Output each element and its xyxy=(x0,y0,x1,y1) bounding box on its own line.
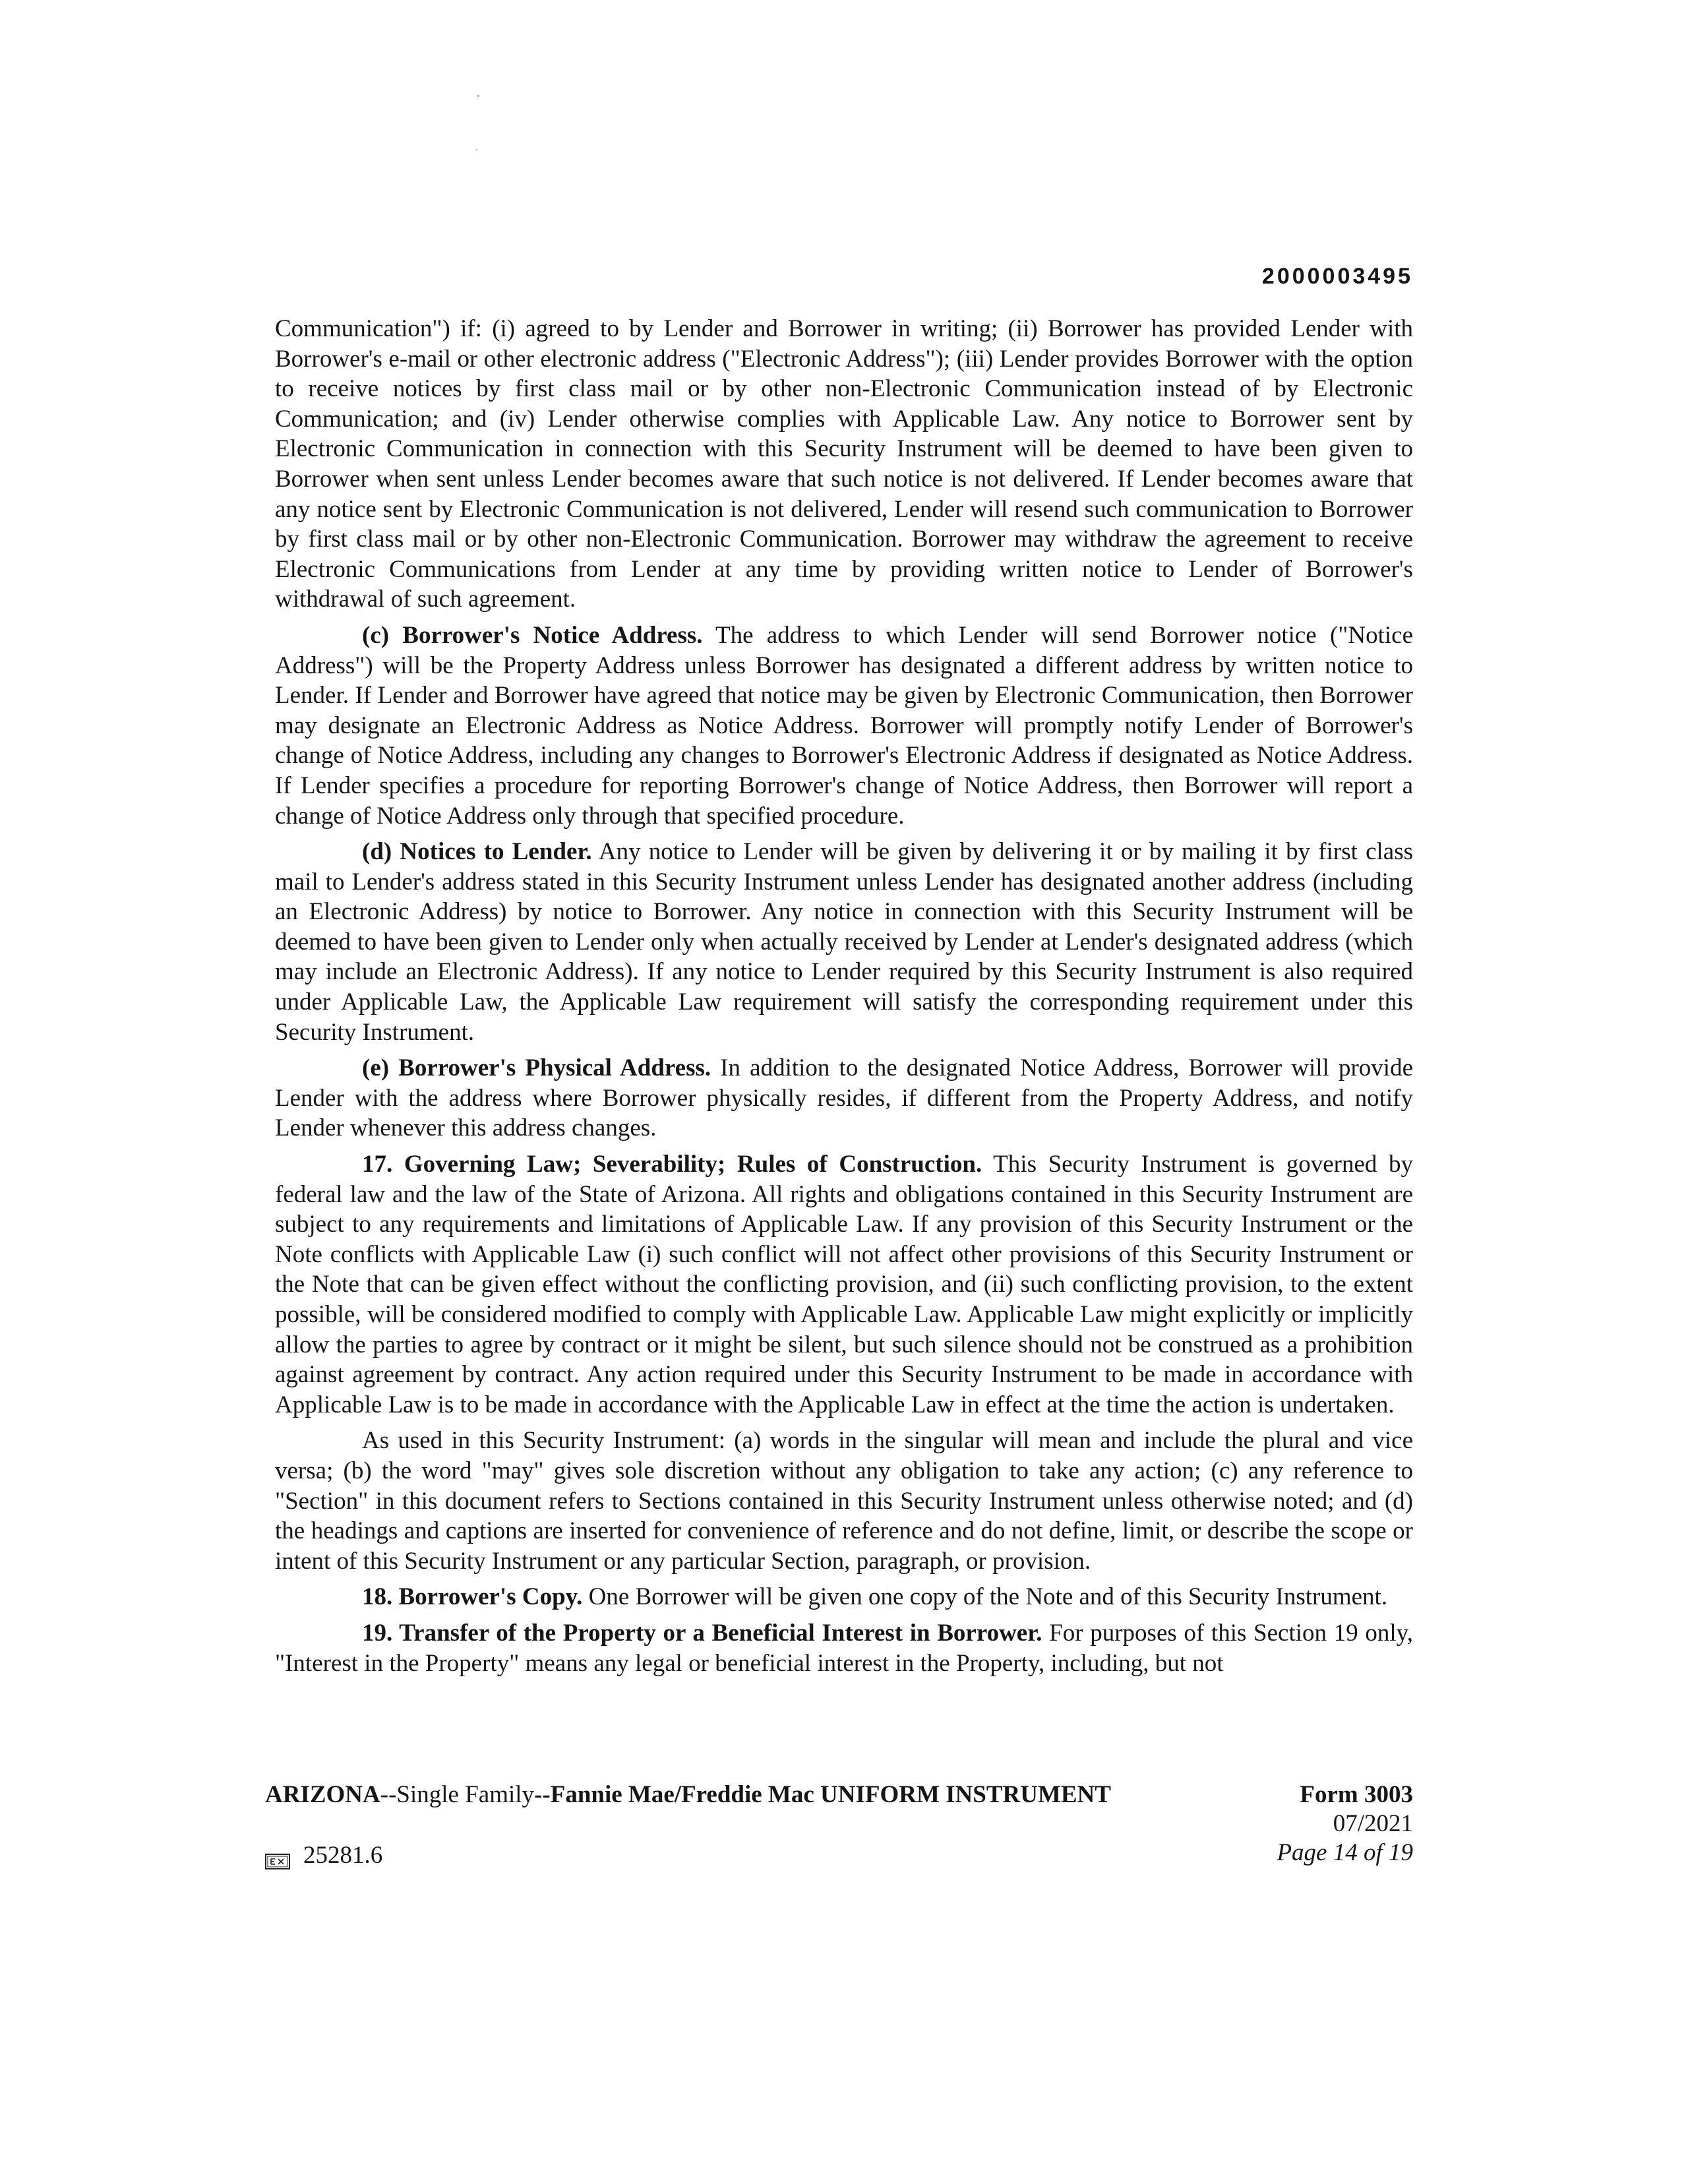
section-16d-heading: (d) Notices to Lender. xyxy=(362,838,592,866)
section-16e-heading: (e) Borrower's Physical Address. xyxy=(362,1054,711,1082)
document-body xyxy=(275,314,1413,1684)
section-19-text: For purposes of this Section 19 only, "Interest in the Property" means any legal or beneficial interest in the Property, including, but not xyxy=(275,1619,1413,1677)
construction-paragraph: As used in this Security Instrument: (a) words in the singular will mean and include the plural and vice versa; (b) the word "may" gives sole discretion without any obligation to take any action; (c) any reference to "Section" in this document refers to Sections contained in this Security Instrument unless otherwise noted; and (d) the headings and captions are inserted for convenience of reference and do not define, limit, or describe the scope or intent of this Security Instrument or any particular Section, paragraph, or provision. xyxy=(275,1427,1413,1575)
section-16c-heading: (c) Borrower's Notice Address. xyxy=(362,621,703,649)
footer-family: Single Family xyxy=(396,1781,535,1808)
scan-speck xyxy=(477,95,479,97)
section-16e-text: In addition to the designated Notice Address, Borrower will provide Lender with the address where Borrower physically resides, if different from the Property Address, and notify Lender whenever this address changes. xyxy=(275,1054,1413,1142)
footer-form-number: Form 3003 xyxy=(1300,1781,1413,1808)
section-17-text: This Security Instrument is governed by federal law and the law of the State of Arizona. All rights and obligations contained in this Security Instrument are subject to any requirements and limitations of Applicable Law. If any provision of this Security Instrument or the Note conflicts with Applicable Law (i) such conflict will not affect other provisions of this Security Instrument or the Note that can be given effect without the conflicting provision, and (ii) such conflicting provision, to the extent possible, will be considered modified to comply with Applicable Law. Applicable Law might explicitly or implicitly allow the parties to agree by contract or it might be silent, but such silence should not be construed as a prohibition against agreement by contract. Any action required under this Security Instrument to be made in accordance with Applicable Law is to be made in accordance with the Applicable Law in effect at the time the action is undertaken. xyxy=(275,1151,1413,1418)
footer-form-title xyxy=(265,1780,1111,1809)
section-17-heading: 17. Governing Law; Severability; Rules of Construction. xyxy=(362,1151,982,1178)
section-16d-text: Any notice to Lender will be given by delivering it or by mailing it by first class mail to Lender's address stated in this Security Instrument unless Lender has designated another address (including an Electronic Address) by notice to Borrower. Any notice in connection with this Security Instrument will be deemed to have been given to Lender only when actually received by Lender at Lender's designated address (which may include an Electronic Address). If any notice to Lender required by this Security Instrument is also required under Applicable Law, the Applicable Law requirement will satisfy the corresponding requirement under this Security Instrument. xyxy=(275,838,1414,1046)
section-16c-text: The address to which Lender will send Borrower notice ("Notice Address") will be the Property Address unless Borrower has designated a different address by written notice to Lender. If Lender and Borrower have agreed that notice may be given by Electronic Communication, then Borrower may designate an Electronic Address as Notice Address. Borrower will promptly notify Lender of Borrower's change of Notice Address, including any changes to Borrower's Electronic Address if designated as Notice Address. If Lender specifies a procedure for reporting Borrower's change of Notice Address, then Borrower will report a change of Notice Address only through that specified procedure. xyxy=(275,621,1413,830)
footer-form-date: 07/2021 xyxy=(1333,1810,1413,1837)
doc-code-text: 25281.6 xyxy=(303,1842,383,1869)
ex-logo-icon xyxy=(265,1848,290,1864)
section-18-text: One Borrower will be given one copy of the Note and of this Security Instrument. xyxy=(582,1583,1388,1611)
paragraph-electronic-communication: Communication") if: (i) agreed to by Lender and Borrower in writing; (ii) Borrower has provided Lender with Borrower's e-mail or other electronic address ("Electronic Address"); (iii) Lender provides Borrower with the option to receive notices by first class mail or by other non-Electronic Communication instead of by Electronic Communication; and (iv) Lender otherwise complies with Applicable Law. Any notice to Borrower sent by Electronic Communication in connection with this Security Instrument will be deemed to have been given to Borrower when sent unless Lender becomes aware that such notice is not delivered. If Lender becomes aware that any notice sent by Electronic Communication is not delivered, Lender will resend such communication to Borrower by first class mail or by other non-Electronic Communication. Borrower may withdraw the agreement to receive Electronic Communications from Lender at any time by providing written notice to Lender of Borrower's withdrawal of such agreement. xyxy=(275,315,1413,613)
section-19 xyxy=(275,1618,1413,1678)
scan-speck xyxy=(476,149,477,150)
section-18-heading: 18. Borrower's Copy. xyxy=(362,1583,583,1611)
footer-page-number: Page 14 of 19 xyxy=(1277,1839,1413,1866)
section-18 xyxy=(275,1582,1413,1612)
loan-number: 2000003495 xyxy=(1261,264,1413,289)
footer-form-info xyxy=(1277,1780,1413,1867)
section-19-heading: 19. Transfer of the Property or a Beneficial Interest in Borrower. xyxy=(362,1619,1042,1647)
footer-separator: -- xyxy=(380,1781,397,1808)
footer-separator: -- xyxy=(534,1781,551,1808)
section-16d xyxy=(275,837,1413,1047)
section-17 xyxy=(275,1149,1413,1420)
footer-instrument: Fannie Mae/Freddie Mac UNIFORM INSTRUMENT xyxy=(550,1781,1111,1808)
footer-state: ARIZONA xyxy=(265,1781,380,1808)
section-16c xyxy=(275,621,1413,831)
section-16e xyxy=(275,1053,1413,1143)
footer-doc-code xyxy=(265,1841,382,1869)
